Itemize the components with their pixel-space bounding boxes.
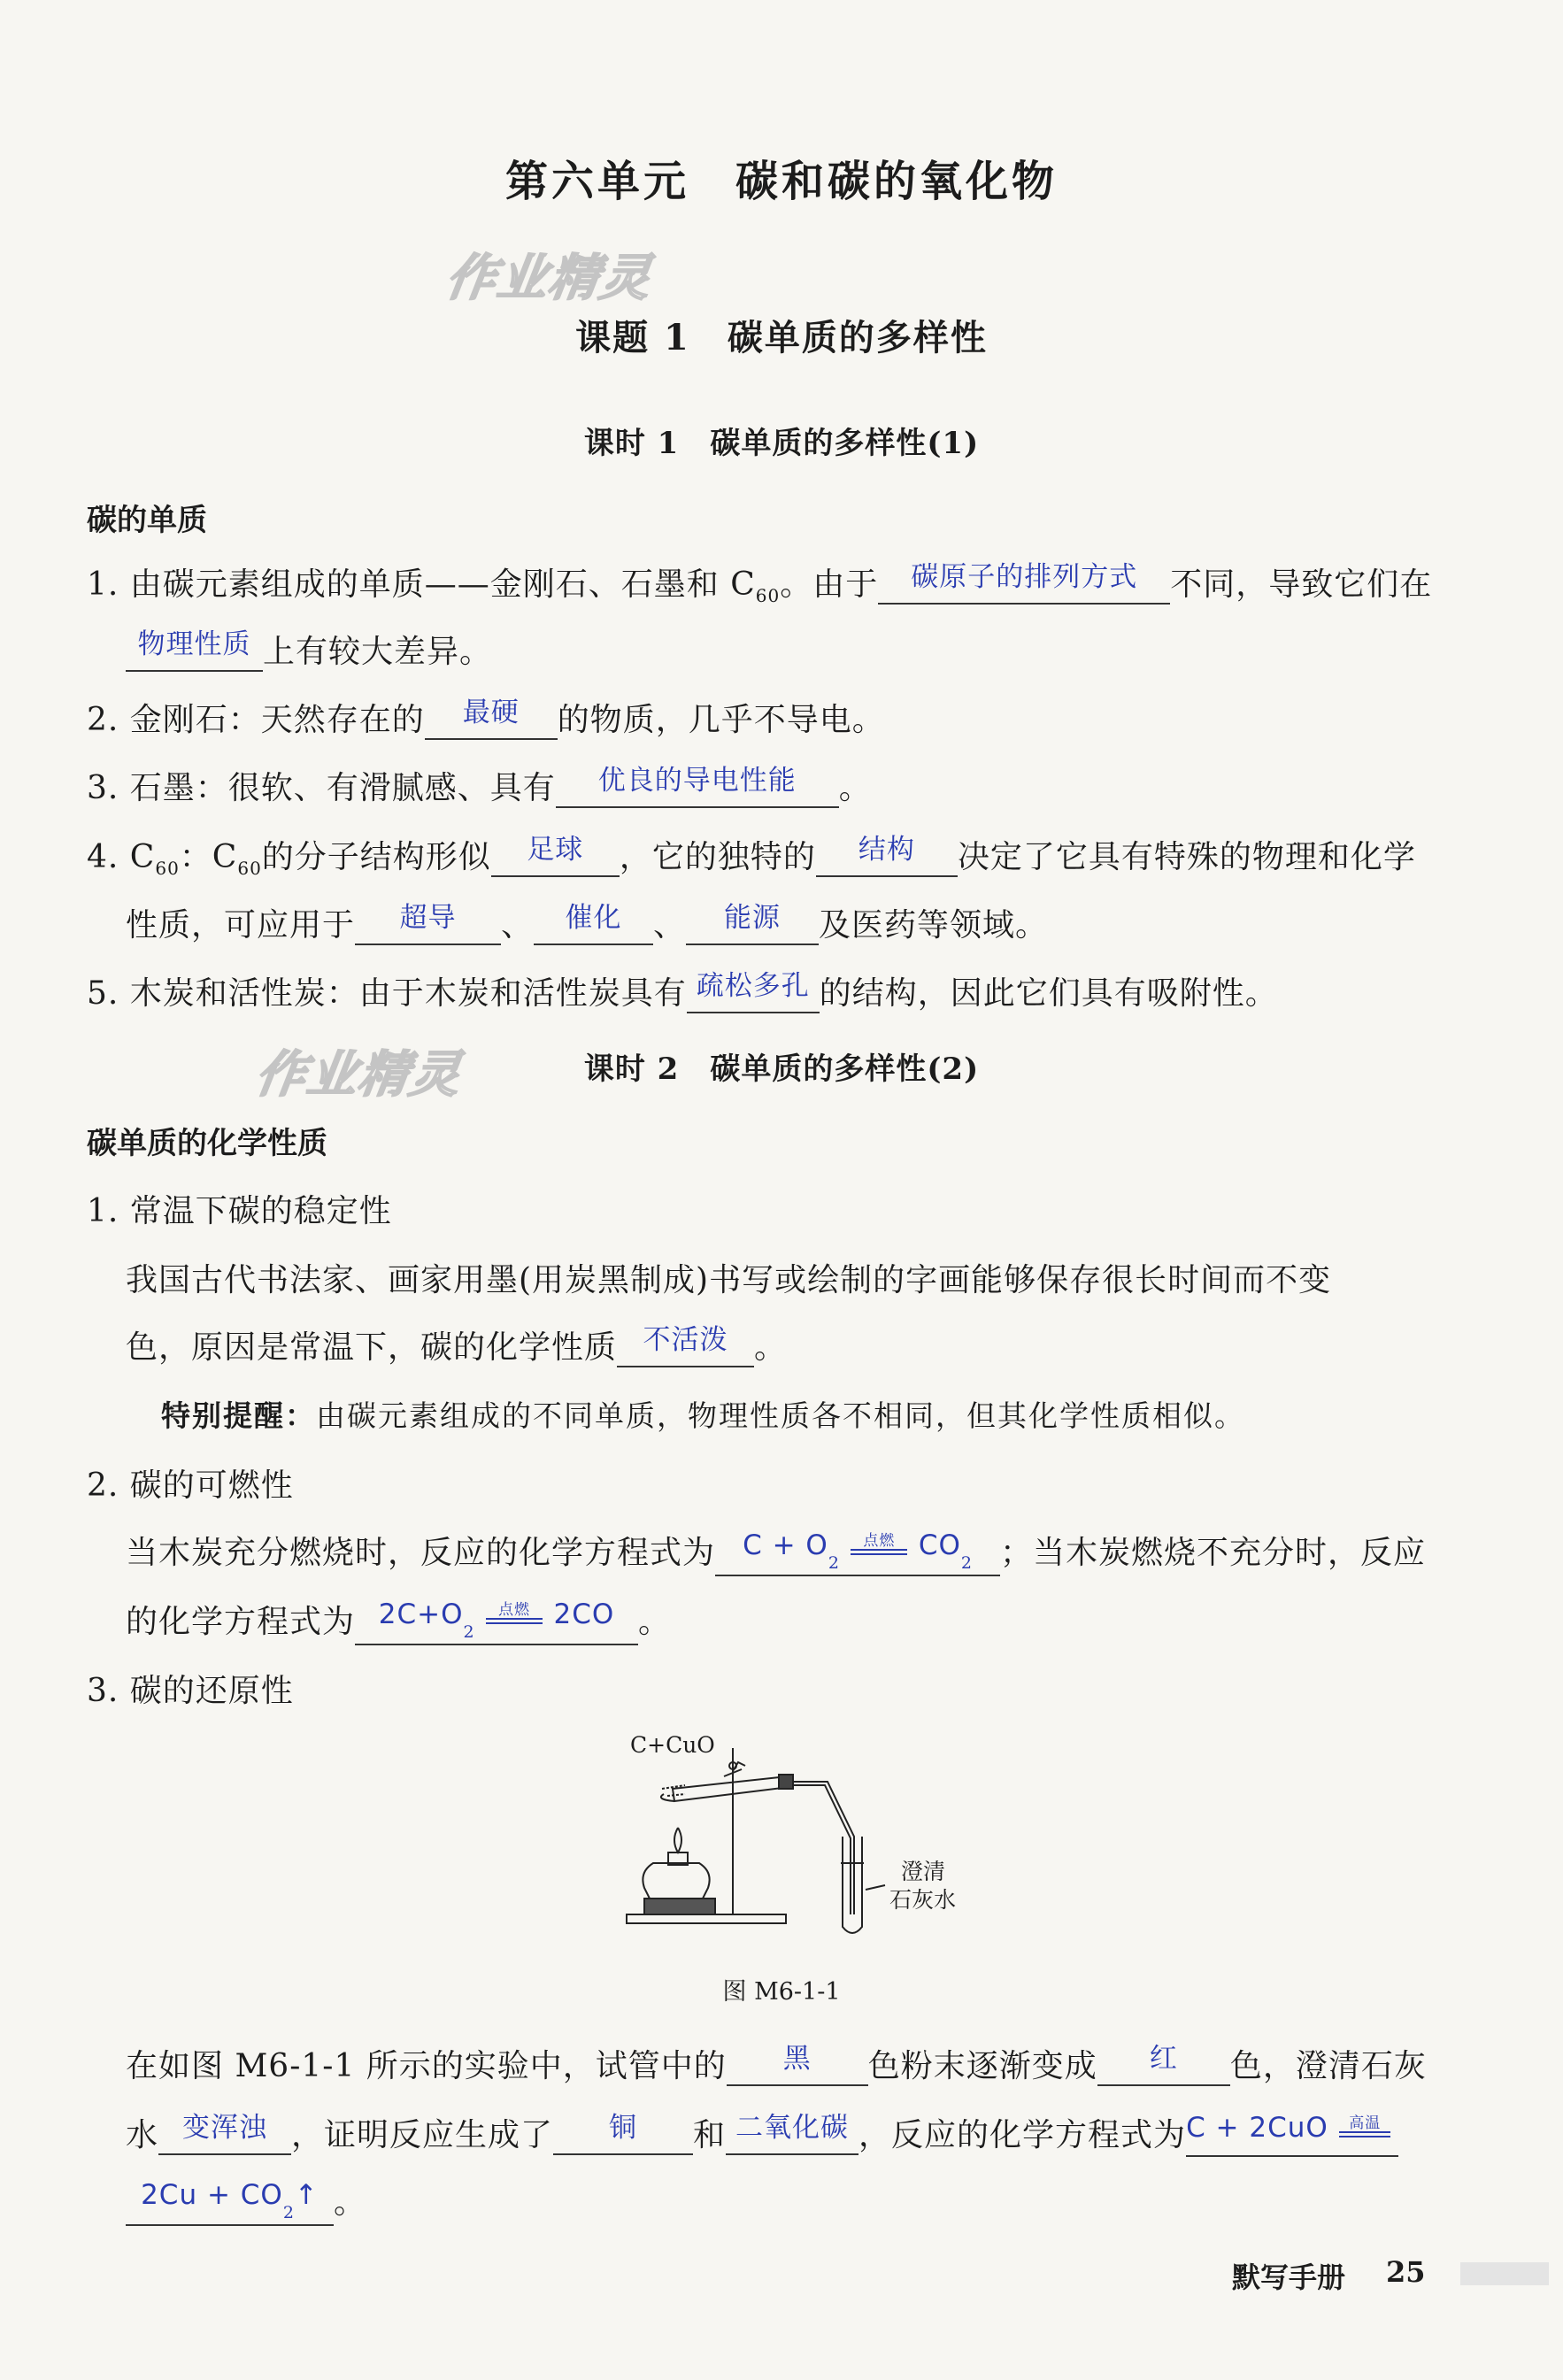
footer-book-name: 默写手册 bbox=[1232, 2261, 1346, 2294]
answer-blank[interactable]: 超导 bbox=[355, 904, 501, 945]
point-3-line2: 水 变浑浊 ，证明反应生成了 铜 和 二氧化碳 ，反应的化学方程式为C + 2CuO 高温 bbox=[126, 2110, 1398, 2157]
question-2: 2. 金刚石：天然存在的 最硬 的物质，几乎不导电。 bbox=[87, 697, 885, 738]
point-3-line3: $2Cu + CO_2↑$ 。 bbox=[126, 2177, 366, 2226]
lesson1-title: 课时 1 碳单质的多样性(1) bbox=[583, 426, 980, 461]
point-1-line2: 色，原因是常温下，碳的化学性质 不活泼 。 bbox=[126, 1324, 788, 1366]
equation-blank[interactable]: C + 2CuO 高温 bbox=[1186, 2117, 1398, 2157]
section-chemical-properties: 碳单质的化学性质 bbox=[87, 1126, 327, 1161]
answer-blank[interactable]: 最硬 bbox=[425, 698, 558, 740]
answer-blank[interactable]: 变浑浊 bbox=[158, 2114, 291, 2155]
point-1-line1: 我国古代书法家、画家用墨(用炭黑制成)书写或绘制的字画能够保存很长时间而不变 bbox=[126, 1262, 1332, 1298]
answer-blank[interactable]: 结构 bbox=[816, 836, 958, 877]
answer-blank[interactable]: 能源 bbox=[686, 904, 819, 945]
answer-blank[interactable]: 红 bbox=[1097, 2045, 1230, 2086]
point-2-title: 2. 碳的可燃性 bbox=[87, 1467, 294, 1504]
unit-title: 第六单元 碳和碳的氧化物 bbox=[504, 157, 1058, 206]
watermark: 作业精灵 bbox=[442, 250, 656, 307]
question-1-line1: 1. 由碳元素组成的单质——金刚石、石墨和 $C_{60}$。由于 碳原子的排列方式 不同，导致它们在 bbox=[87, 561, 1433, 607]
equation-blank[interactable]: $2Cu + CO_2↑$ bbox=[126, 2184, 334, 2226]
question-4-line2: 性质，可应用于 超导 、 催化 、 能源 及医药等领域。 bbox=[126, 902, 1049, 944]
watermark: 作业精灵 bbox=[251, 1046, 466, 1104]
equation-blank[interactable]: $C + O_2$ 点燃 $CO_2$ bbox=[715, 1535, 1000, 1576]
lesson2-title: 课时 2 碳单质的多样性(2) bbox=[583, 1051, 980, 1087]
point-2-line2: 的化学方程式为 $2C+O_2$ 点燃 2CO 。 bbox=[126, 1597, 671, 1645]
question-4-line1: 4. $C_{60}$：$C_{60}$的分子结构形似 足球 ，它的独特的 结构 决定了它具有特殊的物理和化学 bbox=[87, 834, 1416, 880]
figure-label-reactants: C+CuO bbox=[630, 1732, 715, 1758]
question-1-line2: 物理性质 上有较大差异。 bbox=[126, 627, 492, 672]
footer-tab bbox=[1460, 2262, 1549, 2285]
page-number: 25 bbox=[1386, 2255, 1426, 2289]
answer-blank[interactable]: 疏松多孔 bbox=[687, 972, 820, 1013]
question-3: 3. 石墨：很软、有滑腻感、具有 优良的导电性能 。 bbox=[87, 765, 872, 806]
answer-blank[interactable]: 铜 bbox=[553, 2114, 693, 2155]
section-carbon-elements: 碳的单质 bbox=[87, 503, 207, 538]
answer-blank[interactable]: 二氧化碳 bbox=[726, 2114, 858, 2155]
figure-caption: 图 M6-1-1 bbox=[722, 1978, 841, 2006]
figure-label-limewater-2: 石灰水 bbox=[889, 1887, 957, 1913]
apparatus-diagram bbox=[620, 1730, 991, 1938]
equation-blank[interactable]: $2C+O_2$ 点燃 2CO bbox=[355, 1604, 638, 1645]
answer-blank[interactable]: 催化 bbox=[534, 904, 653, 945]
answer-blank[interactable]: 不活泼 bbox=[617, 1326, 754, 1367]
figure-label-limewater-1: 澄清 bbox=[901, 1859, 946, 1884]
answer-blank[interactable]: 黑 bbox=[727, 2045, 868, 2086]
answer-blank[interactable]: 足球 bbox=[491, 836, 620, 877]
question-5: 5. 木炭和活性炭：由于木炭和活性炭具有 疏松多孔 的结构，因此它们具有吸附性。 bbox=[87, 970, 1278, 1012]
point-1-title: 1. 常温下碳的稳定性 bbox=[87, 1193, 392, 1229]
special-tip: 特别提醒：由碳元素组成的不同单质，物理性质各不相同，但其化学性质相似。 bbox=[161, 1398, 1245, 1433]
point-3-line1: 在如图 M6-1-1 所示的实验中，试管中的 黑 色粉末逐渐变成 红 色，澄清石灰 bbox=[126, 2043, 1427, 2084]
answer-blank[interactable]: 优良的导电性能 bbox=[556, 766, 839, 808]
topic-title: 课题 1 碳单质的多样性 bbox=[575, 317, 988, 358]
apparatus-drawing bbox=[620, 1730, 991, 1938]
point-3-title: 3. 碳的还原性 bbox=[87, 1673, 294, 1709]
point-2-line1: 当木炭充分燃烧时，反应的化学方程式为 $C + O_2$ 点燃 $CO_2$ ；当木炭燃烧不充分时，反应 bbox=[126, 1528, 1426, 1576]
answer-blank[interactable]: 碳原子的排列方式 bbox=[878, 563, 1170, 605]
answer-blank[interactable]: 物理性质 bbox=[126, 630, 263, 672]
